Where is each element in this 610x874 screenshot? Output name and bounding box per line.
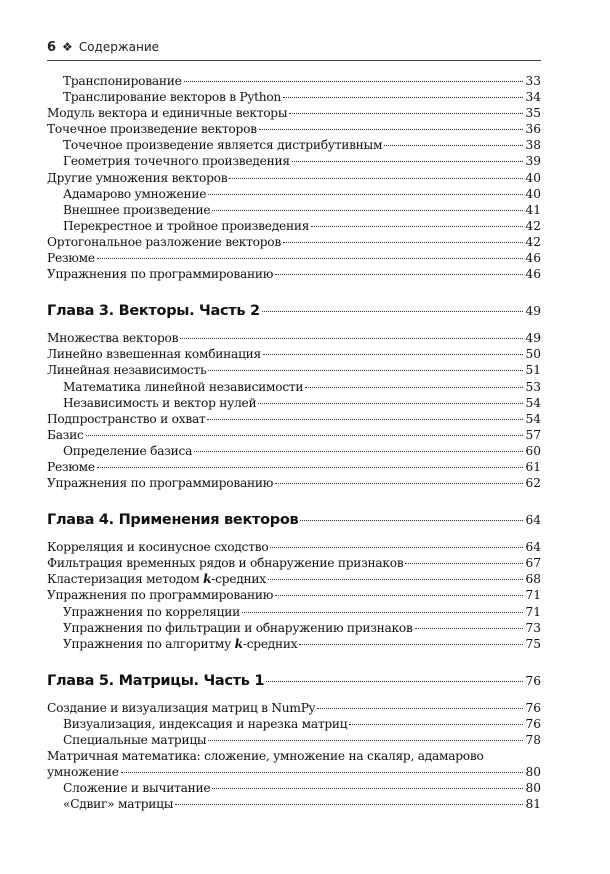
page-ref: 75: [525, 636, 541, 651]
page-ref: 49: [525, 331, 541, 346]
entry-title: Модуль вектора и единичные векторы: [47, 106, 288, 121]
toc-entry[interactable]: [47, 250, 541, 266]
toc-entry[interactable]: [47, 700, 541, 716]
entry-title: Адамарово умножение: [63, 186, 207, 201]
dot-leader: [317, 708, 523, 709]
toc-entry[interactable]: [47, 555, 541, 571]
page-ref: 71: [525, 604, 541, 619]
entry-title: Независимость и вектор нулей: [63, 395, 257, 410]
toc-entry[interactable]: [47, 539, 541, 555]
page-ref: 49: [525, 304, 541, 319]
entry-title: Точечное произведение векторов: [47, 122, 257, 137]
entry-title: Математика линейной независимости: [63, 379, 304, 394]
dot-leader: [311, 226, 523, 227]
toc-entry[interactable]: [47, 459, 541, 475]
page-ref: 62: [525, 476, 541, 491]
entry-title: Линейно взвешенная комбинация: [47, 347, 261, 362]
dot-leader: [283, 97, 523, 98]
dot-leader: [121, 772, 524, 773]
toc-subentry[interactable]: [47, 218, 541, 234]
dot-leader: [289, 113, 523, 114]
entry-title: Базис: [47, 427, 84, 442]
running-title: Содержание: [78, 40, 160, 54]
page-ref: 71: [525, 588, 541, 603]
toc-subentry[interactable]: [47, 796, 541, 812]
toc-entry[interactable]: [47, 121, 541, 137]
dot-leader: [258, 403, 523, 404]
toc-subentry[interactable]: [47, 395, 541, 411]
page-ref: 51: [525, 363, 541, 378]
page-ref: 33: [525, 74, 541, 88]
toc-entry[interactable]: [47, 571, 541, 587]
page-ref: 38: [525, 138, 541, 153]
toc-subentry[interactable]: [47, 137, 541, 153]
chapter-heading[interactable]: [47, 512, 541, 532]
entry-title: Точечное произведение является дистрибутивным: [63, 138, 383, 153]
page-ref: 36: [525, 122, 541, 137]
running-header: [47, 38, 541, 56]
toc-subentry[interactable]: [47, 716, 541, 732]
entry-title: Упражнения по фильтрации и обнаружению признаков: [63, 620, 413, 635]
page-ref: 60: [525, 443, 541, 458]
toc-entry[interactable]: [47, 105, 541, 121]
page-ref: 53: [525, 379, 541, 394]
entry-title-line: Матричная математика: сложение, умножение на скаляр, адамарово: [47, 749, 484, 764]
toc-subentry[interactable]: [47, 732, 541, 748]
page-ref: 76: [525, 673, 541, 688]
entry-title: [63, 636, 297, 652]
entry-title: «Сдвиг» матрицы: [63, 797, 174, 812]
entry-title-part: Упражнения по алгоритму: [63, 636, 235, 651]
toc-subentry[interactable]: [47, 186, 541, 202]
chapter-heading[interactable]: [47, 673, 541, 693]
entry-title-part: -средних: [242, 636, 298, 651]
toc-entry[interactable]: [47, 346, 541, 362]
entry-title: Ортогональное разложение векторов: [47, 234, 281, 249]
dot-leader: [180, 338, 523, 339]
entry-title: Создание и визуализация матриц в NumPy: [47, 700, 316, 715]
math-k: k: [203, 572, 212, 587]
dot-leader: [242, 612, 524, 613]
page-ref: 42: [525, 234, 541, 249]
dot-leader: [292, 161, 524, 162]
dot-leader: [263, 354, 524, 355]
entry-title: Упражнения по корреляции: [63, 604, 240, 619]
page-ref: 35: [525, 106, 541, 121]
entry-title: Резюме: [47, 459, 95, 474]
entry-title: Транспонирование: [63, 74, 182, 88]
dot-leader: [194, 451, 523, 452]
toc-entry[interactable]: [47, 170, 541, 186]
toc-entry[interactable]: [47, 748, 541, 780]
entry-title: Внешнее произведение: [63, 202, 211, 217]
page-ref: 80: [525, 781, 541, 796]
page-ref: 61: [525, 459, 541, 474]
page-ref: 81: [525, 797, 541, 812]
toc-entry[interactable]: [47, 411, 541, 427]
dot-leader: [415, 628, 524, 629]
page-ref: 34: [525, 90, 541, 105]
chapter-title: Глава 4. Применения векторов: [47, 512, 299, 529]
page-ref: 78: [525, 733, 541, 747]
page-ref: 40: [525, 186, 541, 201]
page-ref: 54: [525, 411, 541, 426]
toc-entry[interactable]: [47, 587, 541, 603]
page-ref: 76: [525, 716, 541, 731]
chapter-title: Глава 5. Матрицы. Часть 1: [47, 672, 265, 689]
page-ref: 42: [525, 218, 541, 233]
page-ref: 57: [525, 427, 541, 442]
page-ref: 39: [525, 154, 541, 169]
toc-subentry[interactable]: [47, 202, 541, 218]
entry-title: Сложение и вычитание: [63, 781, 211, 796]
header-rule: [47, 60, 541, 61]
toc-entry[interactable]: [47, 427, 541, 443]
page-ref: 50: [525, 347, 541, 362]
dot-leader: [270, 547, 523, 548]
page-ref: 40: [525, 170, 541, 185]
dot-leader: [212, 788, 523, 789]
toc-subentry[interactable]: [47, 89, 541, 105]
dot-leader: [299, 644, 523, 645]
dot-leader: [212, 210, 523, 211]
dot-leader: [208, 740, 523, 741]
dot-leader: [268, 579, 524, 580]
page-ref: 41: [525, 202, 541, 217]
dot-leader: [184, 81, 524, 82]
page-ref: 68: [525, 572, 541, 587]
entry-title: Упражнения по программированию: [47, 476, 274, 491]
page-ref: 46: [525, 251, 541, 266]
toc-subentry[interactable]: [47, 620, 541, 636]
toc-subentry[interactable]: [47, 604, 541, 620]
toc-subentry[interactable]: [47, 73, 541, 89]
entry-title-part: Кластеризация методом: [47, 572, 204, 587]
entry-title: Специальные матрицы: [63, 733, 207, 747]
toc-entry[interactable]: [47, 266, 541, 282]
dot-leader: [305, 387, 523, 388]
entry-title: Визуализация, индексация и нарезка матриц: [63, 716, 348, 731]
page-header: [47, 38, 541, 56]
toc-subentry[interactable]: [47, 153, 541, 169]
toc-subentry[interactable]: [47, 636, 541, 652]
entry-title: Транслирование векторов в Python: [63, 90, 282, 105]
dot-leader: [405, 563, 523, 564]
dot-leader: [208, 194, 523, 195]
entry-title: [47, 571, 266, 587]
dot-leader: [208, 370, 523, 371]
toc-subentry[interactable]: [47, 443, 541, 459]
toc-subentry[interactable]: [47, 780, 541, 796]
dot-leader: [384, 145, 523, 146]
entry-title: Упражнения по программированию: [47, 267, 274, 282]
entry-title: Линейная независимость: [47, 363, 207, 378]
ornament-icon: ❖: [62, 40, 73, 54]
dot-leader: [207, 419, 523, 420]
dot-leader: [275, 595, 523, 596]
page-ref: 54: [525, 395, 541, 410]
entry-title: Другие умножения векторов: [47, 170, 228, 185]
math-k: k: [234, 636, 243, 651]
dot-leader: [349, 724, 523, 725]
dot-leader: [283, 242, 524, 243]
page-ref: 76: [525, 700, 541, 715]
entry-title: Резюме: [47, 251, 95, 266]
entry-title-part: -средних: [211, 572, 266, 587]
entry-title: Множества векторов: [47, 331, 179, 346]
toc-entry[interactable]: [47, 330, 541, 346]
dot-leader: [275, 274, 523, 275]
entry-title: Геометрия точечного произведения: [63, 154, 290, 169]
table-of-contents: [47, 73, 541, 812]
entry-title-line: умножение: [47, 765, 119, 780]
toc-subentry[interactable]: [47, 379, 541, 395]
dot-leader: [86, 435, 524, 436]
dot-leader: [175, 804, 523, 805]
page-ref: 64: [525, 540, 541, 555]
entry-title: Фильтрация временных рядов и обнаружение признаков: [47, 556, 404, 571]
toc-entry[interactable]: [47, 362, 541, 378]
dot-leader: [266, 681, 523, 682]
chapter-title: Глава 3. Векторы. Часть 2: [47, 303, 260, 320]
entry-title: Определение базиса: [63, 443, 193, 458]
page-ref: 64: [525, 513, 541, 528]
dot-leader: [259, 129, 524, 130]
entry-title: Перекрестное и тройное произведения: [63, 218, 310, 233]
page-ref: 67: [525, 556, 541, 571]
entry-title: Подпространство и охват: [47, 411, 206, 426]
toc-entry[interactable]: [47, 234, 541, 250]
dot-leader: [300, 520, 523, 521]
page-ref: 80: [525, 765, 541, 780]
dot-leader: [97, 258, 524, 259]
entry-title: Корреляция и косинусное сходство: [47, 540, 269, 555]
dot-leader: [229, 178, 523, 179]
page-number: 6: [47, 39, 57, 55]
page-ref: 46: [525, 267, 541, 282]
page-ref: 73: [525, 620, 541, 635]
toc-entry[interactable]: [47, 475, 541, 491]
dot-leader: [275, 483, 523, 484]
chapter-heading[interactable]: [47, 303, 541, 323]
dot-leader: [97, 467, 524, 468]
dot-leader: [262, 311, 524, 312]
entry-title: Упражнения по программированию: [47, 588, 274, 603]
